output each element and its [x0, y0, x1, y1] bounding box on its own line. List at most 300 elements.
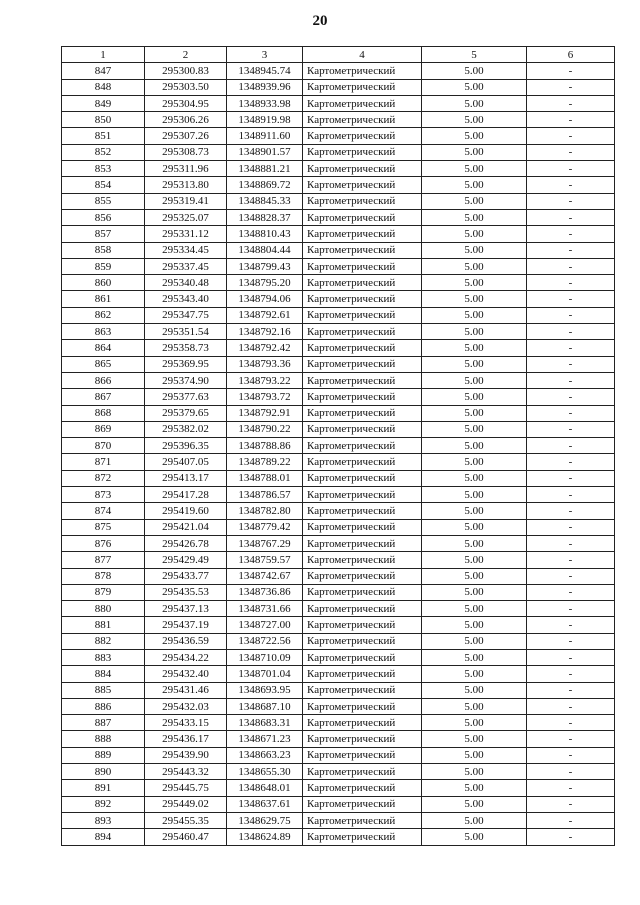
method-cell: Картометрический — [303, 226, 422, 242]
method-cell: Картометрический — [303, 470, 422, 486]
point-number-cell: 864 — [62, 340, 145, 356]
x-coordinate-cell: 295337.45 — [145, 258, 227, 274]
point-number-cell: 878 — [62, 568, 145, 584]
table-row — [62, 438, 615, 454]
x-coordinate-cell: 295306.26 — [145, 112, 227, 128]
point-number-cell: 861 — [62, 291, 145, 307]
description-cell: - — [527, 389, 615, 405]
x-coordinate-cell: 295325.07 — [145, 209, 227, 225]
page-number: 20 — [312, 13, 328, 29]
table-row — [62, 193, 615, 209]
y-coordinate-cell: 1348629.75 — [227, 812, 303, 828]
table-row — [62, 535, 615, 551]
description-cell: - — [527, 796, 615, 812]
point-number-cell: 869 — [62, 421, 145, 437]
accuracy-cell: 5.00 — [422, 649, 527, 665]
table-row — [62, 291, 615, 307]
accuracy-cell: 5.00 — [422, 633, 527, 649]
table-row — [62, 649, 615, 665]
description-cell: - — [527, 487, 615, 503]
accuracy-cell: 5.00 — [422, 258, 527, 274]
accuracy-cell: 5.00 — [422, 209, 527, 225]
description-cell: - — [527, 601, 615, 617]
x-coordinate-cell: 295379.65 — [145, 405, 227, 421]
method-cell: Картометрический — [303, 487, 422, 503]
method-cell: Картометрический — [303, 161, 422, 177]
y-coordinate-cell: 1348779.42 — [227, 519, 303, 535]
table-row — [62, 601, 615, 617]
y-coordinate-cell: 1348869.72 — [227, 177, 303, 193]
point-number-cell: 886 — [62, 698, 145, 714]
description-cell: - — [527, 747, 615, 763]
method-cell: Картометрический — [303, 780, 422, 796]
y-coordinate-cell: 1348804.44 — [227, 242, 303, 258]
table-row — [62, 747, 615, 763]
method-cell: Картометрический — [303, 128, 422, 144]
table-row — [62, 454, 615, 470]
point-number-cell: 855 — [62, 193, 145, 209]
y-coordinate-cell: 1348671.23 — [227, 731, 303, 747]
accuracy-cell: 5.00 — [422, 584, 527, 600]
x-coordinate-cell: 295334.45 — [145, 242, 227, 258]
table-row — [62, 470, 615, 486]
description-cell: - — [527, 242, 615, 258]
point-number-cell: 879 — [62, 584, 145, 600]
method-cell: Картометрический — [303, 796, 422, 812]
description-cell: - — [527, 812, 615, 828]
table-row — [62, 242, 615, 258]
x-coordinate-cell: 295417.28 — [145, 487, 227, 503]
x-coordinate-cell: 295311.96 — [145, 161, 227, 177]
description-cell: - — [527, 405, 615, 421]
method-cell: Картометрический — [303, 454, 422, 470]
method-cell: Картометрический — [303, 291, 422, 307]
accuracy-cell: 5.00 — [422, 829, 527, 845]
x-coordinate-cell: 295413.17 — [145, 470, 227, 486]
table-row — [62, 258, 615, 274]
column-header: 5 — [422, 47, 527, 63]
point-number-cell: 851 — [62, 128, 145, 144]
method-cell: Картометрический — [303, 356, 422, 372]
y-coordinate-cell: 1348939.96 — [227, 79, 303, 95]
x-coordinate-cell: 295445.75 — [145, 780, 227, 796]
method-cell: Картометрический — [303, 584, 422, 600]
table-row — [62, 682, 615, 698]
description-cell: - — [527, 79, 615, 95]
y-coordinate-cell: 1348701.04 — [227, 666, 303, 682]
point-number-cell: 859 — [62, 258, 145, 274]
method-cell: Картометрический — [303, 193, 422, 209]
table-row — [62, 209, 615, 225]
x-coordinate-cell: 295435.53 — [145, 584, 227, 600]
x-coordinate-cell: 295439.90 — [145, 747, 227, 763]
point-number-cell: 853 — [62, 161, 145, 177]
accuracy-cell: 5.00 — [422, 275, 527, 291]
description-cell: - — [527, 144, 615, 160]
accuracy-cell: 5.00 — [422, 454, 527, 470]
method-cell: Картометрический — [303, 372, 422, 388]
y-coordinate-cell: 1348793.72 — [227, 389, 303, 405]
x-coordinate-cell: 295433.77 — [145, 568, 227, 584]
description-cell: - — [527, 112, 615, 128]
accuracy-cell: 5.00 — [422, 372, 527, 388]
y-coordinate-cell: 1348790.22 — [227, 421, 303, 437]
method-cell: Картометрический — [303, 144, 422, 160]
accuracy-cell: 5.00 — [422, 796, 527, 812]
y-coordinate-cell: 1348663.23 — [227, 747, 303, 763]
method-cell: Картометрический — [303, 275, 422, 291]
x-coordinate-cell: 295308.73 — [145, 144, 227, 160]
y-coordinate-cell: 1348683.31 — [227, 715, 303, 731]
accuracy-cell: 5.00 — [422, 95, 527, 111]
point-number-cell: 856 — [62, 209, 145, 225]
point-number-cell: 891 — [62, 780, 145, 796]
table-row — [62, 617, 615, 633]
accuracy-cell: 5.00 — [422, 144, 527, 160]
point-number-cell: 877 — [62, 552, 145, 568]
accuracy-cell: 5.00 — [422, 568, 527, 584]
accuracy-cell: 5.00 — [422, 617, 527, 633]
table-row — [62, 161, 615, 177]
y-coordinate-cell: 1348845.33 — [227, 193, 303, 209]
x-coordinate-cell: 295304.95 — [145, 95, 227, 111]
description-cell: - — [527, 291, 615, 307]
x-coordinate-cell: 295300.83 — [145, 63, 227, 79]
y-coordinate-cell: 1348792.42 — [227, 340, 303, 356]
point-number-cell: 881 — [62, 617, 145, 633]
method-cell: Картометрический — [303, 405, 422, 421]
table-row — [62, 372, 615, 388]
table-row — [62, 307, 615, 323]
x-coordinate-cell: 295433.15 — [145, 715, 227, 731]
description-cell: - — [527, 780, 615, 796]
table-row — [62, 764, 615, 780]
description-cell: - — [527, 209, 615, 225]
y-coordinate-cell: 1348792.91 — [227, 405, 303, 421]
description-cell: - — [527, 617, 615, 633]
accuracy-cell: 5.00 — [422, 731, 527, 747]
method-cell: Картометрический — [303, 438, 422, 454]
point-number-cell: 857 — [62, 226, 145, 242]
accuracy-cell: 5.00 — [422, 307, 527, 323]
table-row — [62, 177, 615, 193]
accuracy-cell: 5.00 — [422, 356, 527, 372]
x-coordinate-cell: 295429.49 — [145, 552, 227, 568]
description-cell: - — [527, 552, 615, 568]
method-cell: Картометрический — [303, 649, 422, 665]
method-cell: Картометрический — [303, 242, 422, 258]
y-coordinate-cell: 1348736.86 — [227, 584, 303, 600]
y-coordinate-cell: 1348624.89 — [227, 829, 303, 845]
method-cell: Картометрический — [303, 682, 422, 698]
table-row — [62, 128, 615, 144]
method-cell: Картометрический — [303, 698, 422, 714]
method-cell: Картометрический — [303, 633, 422, 649]
x-coordinate-cell: 295455.35 — [145, 812, 227, 828]
description-cell: - — [527, 649, 615, 665]
x-coordinate-cell: 295351.54 — [145, 324, 227, 340]
method-cell: Картометрический — [303, 829, 422, 845]
table-row — [62, 324, 615, 340]
accuracy-cell: 5.00 — [422, 112, 527, 128]
table-row — [62, 144, 615, 160]
accuracy-cell: 5.00 — [422, 63, 527, 79]
x-coordinate-cell: 295436.59 — [145, 633, 227, 649]
column-header: 4 — [303, 47, 422, 63]
method-cell: Картометрический — [303, 79, 422, 95]
point-number-cell: 868 — [62, 405, 145, 421]
accuracy-cell: 5.00 — [422, 324, 527, 340]
x-coordinate-cell: 295407.05 — [145, 454, 227, 470]
y-coordinate-cell: 1348731.66 — [227, 601, 303, 617]
description-cell: - — [527, 731, 615, 747]
point-number-cell: 874 — [62, 503, 145, 519]
table-row — [62, 340, 615, 356]
method-cell: Картометрический — [303, 324, 422, 340]
description-cell: - — [527, 372, 615, 388]
table-row — [62, 633, 615, 649]
y-coordinate-cell: 1348792.16 — [227, 324, 303, 340]
y-coordinate-cell: 1348945.74 — [227, 63, 303, 79]
x-coordinate-cell: 295347.75 — [145, 307, 227, 323]
x-coordinate-cell: 295434.22 — [145, 649, 227, 665]
accuracy-cell: 5.00 — [422, 193, 527, 209]
y-coordinate-cell: 1348793.22 — [227, 372, 303, 388]
accuracy-cell: 5.00 — [422, 552, 527, 568]
method-cell: Картометрический — [303, 812, 422, 828]
accuracy-cell: 5.00 — [422, 715, 527, 731]
x-coordinate-cell: 295449.02 — [145, 796, 227, 812]
accuracy-cell: 5.00 — [422, 682, 527, 698]
table-row — [62, 731, 615, 747]
accuracy-cell: 5.00 — [422, 519, 527, 535]
point-number-cell: 890 — [62, 764, 145, 780]
description-cell: - — [527, 698, 615, 714]
table-row — [62, 63, 615, 79]
table-row — [62, 812, 615, 828]
table-row — [62, 226, 615, 242]
table-row — [62, 487, 615, 503]
accuracy-cell: 5.00 — [422, 421, 527, 437]
x-coordinate-cell: 295432.03 — [145, 698, 227, 714]
method-cell: Картометрический — [303, 535, 422, 551]
point-number-cell: 883 — [62, 649, 145, 665]
point-number-cell: 867 — [62, 389, 145, 405]
method-cell: Картометрический — [303, 519, 422, 535]
method-cell: Картометрический — [303, 340, 422, 356]
y-coordinate-cell: 1348727.00 — [227, 617, 303, 633]
y-coordinate-cell: 1348742.67 — [227, 568, 303, 584]
description-cell: - — [527, 438, 615, 454]
table-row — [62, 780, 615, 796]
description-cell: - — [527, 535, 615, 551]
method-cell: Картометрический — [303, 601, 422, 617]
y-coordinate-cell: 1348693.95 — [227, 682, 303, 698]
description-cell: - — [527, 584, 615, 600]
point-number-cell: 888 — [62, 731, 145, 747]
table-row — [62, 389, 615, 405]
description-cell: - — [527, 226, 615, 242]
point-number-cell: 889 — [62, 747, 145, 763]
accuracy-cell: 5.00 — [422, 535, 527, 551]
table-row — [62, 275, 615, 291]
method-cell: Картометрический — [303, 503, 422, 519]
x-coordinate-cell: 295313.80 — [145, 177, 227, 193]
method-cell: Картометрический — [303, 307, 422, 323]
point-number-cell: 847 — [62, 63, 145, 79]
table-row — [62, 519, 615, 535]
y-coordinate-cell: 1348810.43 — [227, 226, 303, 242]
y-coordinate-cell: 1348793.36 — [227, 356, 303, 372]
point-number-cell: 884 — [62, 666, 145, 682]
point-number-cell: 858 — [62, 242, 145, 258]
x-coordinate-cell: 295432.40 — [145, 666, 227, 682]
point-number-cell: 862 — [62, 307, 145, 323]
coordinates-table — [61, 46, 615, 846]
x-coordinate-cell: 295369.95 — [145, 356, 227, 372]
method-cell: Картометрический — [303, 568, 422, 584]
point-number-cell: 893 — [62, 812, 145, 828]
x-coordinate-cell: 295343.40 — [145, 291, 227, 307]
point-number-cell: 876 — [62, 535, 145, 551]
table-row — [62, 715, 615, 731]
x-coordinate-cell: 295396.35 — [145, 438, 227, 454]
method-cell: Картометрический — [303, 747, 422, 763]
y-coordinate-cell: 1348911.60 — [227, 128, 303, 144]
y-coordinate-cell: 1348759.57 — [227, 552, 303, 568]
description-cell: - — [527, 63, 615, 79]
accuracy-cell: 5.00 — [422, 389, 527, 405]
accuracy-cell: 5.00 — [422, 698, 527, 714]
accuracy-cell: 5.00 — [422, 503, 527, 519]
point-number-cell: 850 — [62, 112, 145, 128]
method-cell: Картометрический — [303, 63, 422, 79]
description-cell: - — [527, 95, 615, 111]
y-coordinate-cell: 1348901.57 — [227, 144, 303, 160]
y-coordinate-cell: 1348655.30 — [227, 764, 303, 780]
x-coordinate-cell: 295421.04 — [145, 519, 227, 535]
table-row — [62, 666, 615, 682]
point-number-cell: 880 — [62, 601, 145, 617]
x-coordinate-cell: 295426.78 — [145, 535, 227, 551]
accuracy-cell: 5.00 — [422, 405, 527, 421]
y-coordinate-cell: 1348637.61 — [227, 796, 303, 812]
y-coordinate-cell: 1348795.20 — [227, 275, 303, 291]
description-cell: - — [527, 421, 615, 437]
description-cell: - — [527, 324, 615, 340]
accuracy-cell: 5.00 — [422, 764, 527, 780]
point-number-cell: 860 — [62, 275, 145, 291]
y-coordinate-cell: 1348792.61 — [227, 307, 303, 323]
accuracy-cell: 5.00 — [422, 340, 527, 356]
table-row — [62, 568, 615, 584]
x-coordinate-cell: 295374.90 — [145, 372, 227, 388]
table-row — [62, 405, 615, 421]
table-row — [62, 421, 615, 437]
table-row — [62, 112, 615, 128]
table-row — [62, 829, 615, 845]
x-coordinate-cell: 295382.02 — [145, 421, 227, 437]
y-coordinate-cell: 1348799.43 — [227, 258, 303, 274]
description-cell: - — [527, 764, 615, 780]
y-coordinate-cell: 1348648.01 — [227, 780, 303, 796]
y-coordinate-cell: 1348786.57 — [227, 487, 303, 503]
description-cell: - — [527, 177, 615, 193]
description-cell: - — [527, 340, 615, 356]
point-number-cell: 882 — [62, 633, 145, 649]
accuracy-cell: 5.00 — [422, 226, 527, 242]
table-row — [62, 796, 615, 812]
y-coordinate-cell: 1348767.29 — [227, 535, 303, 551]
x-coordinate-cell: 295419.60 — [145, 503, 227, 519]
x-coordinate-cell: 295319.41 — [145, 193, 227, 209]
method-cell: Картометрический — [303, 421, 422, 437]
x-coordinate-cell: 295340.48 — [145, 275, 227, 291]
description-cell: - — [527, 829, 615, 845]
table-row — [62, 503, 615, 519]
table-row — [62, 95, 615, 111]
table-row — [62, 584, 615, 600]
accuracy-cell: 5.00 — [422, 177, 527, 193]
method-cell: Картометрический — [303, 715, 422, 731]
accuracy-cell: 5.00 — [422, 161, 527, 177]
description-cell: - — [527, 470, 615, 486]
method-cell: Картометрический — [303, 389, 422, 405]
x-coordinate-cell: 295377.63 — [145, 389, 227, 405]
y-coordinate-cell: 1348782.80 — [227, 503, 303, 519]
column-header: 6 — [527, 47, 615, 63]
column-header: 2 — [145, 47, 227, 63]
point-number-cell: 875 — [62, 519, 145, 535]
description-cell: - — [527, 503, 615, 519]
description-cell: - — [527, 454, 615, 470]
y-coordinate-cell: 1348788.01 — [227, 470, 303, 486]
description-cell: - — [527, 356, 615, 372]
description-cell: - — [527, 519, 615, 535]
y-coordinate-cell: 1348881.21 — [227, 161, 303, 177]
accuracy-cell: 5.00 — [422, 291, 527, 307]
description-cell: - — [527, 307, 615, 323]
method-cell: Картометрический — [303, 177, 422, 193]
point-number-cell: 865 — [62, 356, 145, 372]
point-number-cell: 872 — [62, 470, 145, 486]
method-cell: Картометрический — [303, 258, 422, 274]
method-cell: Картометрический — [303, 764, 422, 780]
point-number-cell: 870 — [62, 438, 145, 454]
x-coordinate-cell: 295431.46 — [145, 682, 227, 698]
point-number-cell: 852 — [62, 144, 145, 160]
method-cell: Картометрический — [303, 112, 422, 128]
accuracy-cell: 5.00 — [422, 747, 527, 763]
accuracy-cell: 5.00 — [422, 812, 527, 828]
description-cell: - — [527, 258, 615, 274]
accuracy-cell: 5.00 — [422, 666, 527, 682]
point-number-cell: 854 — [62, 177, 145, 193]
x-coordinate-cell: 295436.17 — [145, 731, 227, 747]
method-cell: Картометрический — [303, 666, 422, 682]
description-cell: - — [527, 193, 615, 209]
accuracy-cell: 5.00 — [422, 470, 527, 486]
table-body — [62, 63, 615, 845]
y-coordinate-cell: 1348933.98 — [227, 95, 303, 111]
x-coordinate-cell: 295307.26 — [145, 128, 227, 144]
description-cell: - — [527, 715, 615, 731]
description-cell: - — [527, 161, 615, 177]
x-coordinate-cell: 295443.32 — [145, 764, 227, 780]
method-cell: Картометрический — [303, 731, 422, 747]
point-number-cell: 873 — [62, 487, 145, 503]
y-coordinate-cell: 1348710.09 — [227, 649, 303, 665]
